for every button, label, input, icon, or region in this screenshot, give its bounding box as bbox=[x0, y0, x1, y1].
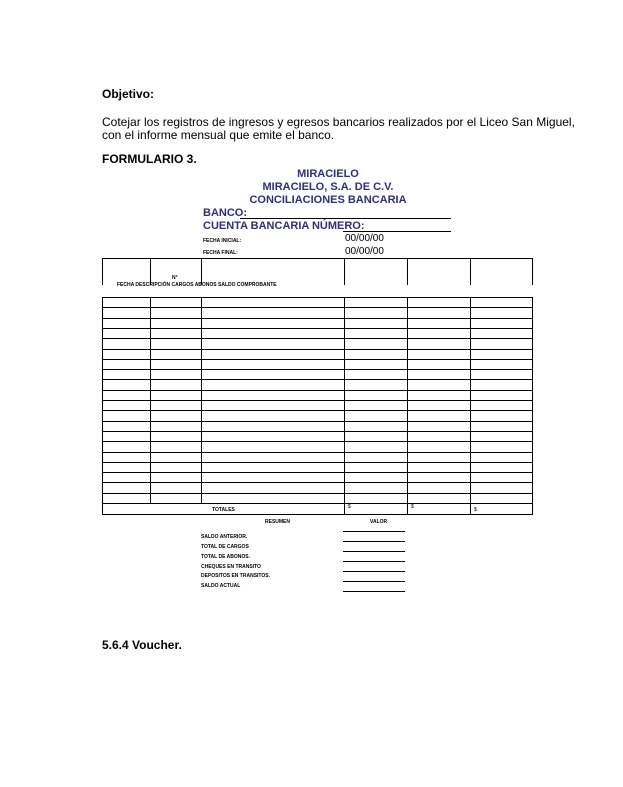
summary-cheques-transito: CHEQUES EN TRANSITO bbox=[201, 564, 261, 570]
formulario-heading: FORMULARIO 3. bbox=[102, 152, 197, 166]
summary-value-line bbox=[343, 591, 405, 592]
banco-field-line bbox=[240, 218, 451, 219]
table-row-line bbox=[102, 318, 533, 319]
table-row-line bbox=[102, 369, 533, 370]
summary-saldo-anterior: SALDO ANTERIOR. bbox=[201, 534, 248, 540]
table-row-line bbox=[102, 379, 533, 380]
table-row-line bbox=[102, 503, 533, 504]
fecha-final-value: 00/00/00 bbox=[345, 246, 384, 257]
summary-value-line bbox=[343, 581, 405, 582]
fecha-inicial-label: FECHA INICIAL: bbox=[203, 238, 242, 244]
table-column-line bbox=[344, 297, 345, 514]
table-row-line bbox=[102, 307, 533, 308]
table-row-line bbox=[102, 421, 533, 422]
objetivo-heading: Objetivo: bbox=[102, 87, 155, 101]
table-row-line bbox=[102, 349, 533, 350]
summary-value-line bbox=[343, 541, 405, 542]
table-row-line bbox=[102, 297, 533, 298]
header-columns: FECHA DESCRIPCIÓN CARGOS ABONOS SALDO COMPROBANTE bbox=[117, 282, 277, 288]
table-row-line bbox=[102, 441, 533, 442]
table-row-line bbox=[102, 493, 533, 494]
table-row-line bbox=[102, 410, 533, 411]
summary-value-line bbox=[343, 561, 405, 562]
table-row-line bbox=[102, 328, 533, 329]
table-row-line bbox=[102, 482, 533, 483]
resumen-header: RESUMEN bbox=[265, 519, 291, 525]
fecha-inicial-value: 00/00/00 bbox=[345, 233, 384, 244]
table-column-line bbox=[201, 297, 202, 503]
valor-header: VALOR bbox=[370, 519, 388, 525]
table-row-line bbox=[102, 472, 533, 473]
objetivo-line-1: Cotejar los registros de ingresos y egresos bancarios realizados por el Liceo San Miguel, bbox=[102, 115, 575, 129]
table-row-line bbox=[102, 359, 533, 360]
summary-total-abonos: TOTAL DE ABONOS. bbox=[201, 554, 250, 560]
total-saldo-currency: $ bbox=[474, 507, 477, 513]
table-row-line bbox=[102, 390, 533, 391]
table-column-line bbox=[407, 297, 408, 514]
table-column-line bbox=[150, 297, 151, 503]
form-title: CONCILIACIONES BANCARIA bbox=[249, 194, 407, 206]
summary-value-line bbox=[343, 571, 405, 572]
summary-value-line bbox=[343, 551, 405, 552]
table-row-line bbox=[102, 462, 533, 463]
cuenta-label: CUENTA BANCARIA NÚMERO: bbox=[203, 220, 365, 232]
summary-saldo-actual: SALDO ACTUAL bbox=[201, 583, 241, 589]
table-row-line bbox=[102, 431, 533, 432]
table-row-line bbox=[102, 514, 533, 515]
banco-label: BANCO: bbox=[203, 207, 247, 219]
objetivo-line-2: con el informe mensual que emite el banco. bbox=[102, 128, 335, 142]
table-column-line bbox=[470, 297, 471, 514]
cuenta-field-line bbox=[343, 231, 451, 232]
summary-depositos-transito: DEPOSITOS EN TRANSITOS. bbox=[201, 573, 270, 579]
header-no: N° bbox=[172, 275, 178, 281]
summary-value-line bbox=[343, 531, 405, 532]
table-row-line bbox=[102, 338, 533, 339]
table-row-line bbox=[102, 452, 533, 453]
summary-total-cargos: TOTAL DE CARGOS bbox=[201, 544, 249, 550]
table-column-line bbox=[102, 297, 103, 514]
table-row-line bbox=[102, 400, 533, 401]
total-cargos-currency: $ bbox=[348, 504, 351, 510]
table-column-line bbox=[532, 297, 533, 514]
company-name: MIRACIELO bbox=[297, 168, 359, 180]
fecha-final-label: FECHA FINAL: bbox=[203, 250, 238, 256]
total-abonos-currency: $ bbox=[411, 504, 414, 510]
voucher-heading: 5.6.4 Voucher. bbox=[102, 638, 182, 652]
totales-label: TOTALES bbox=[212, 507, 235, 513]
company-legal-name: MIRACIELO, S.A. DE C.V. bbox=[262, 181, 394, 193]
